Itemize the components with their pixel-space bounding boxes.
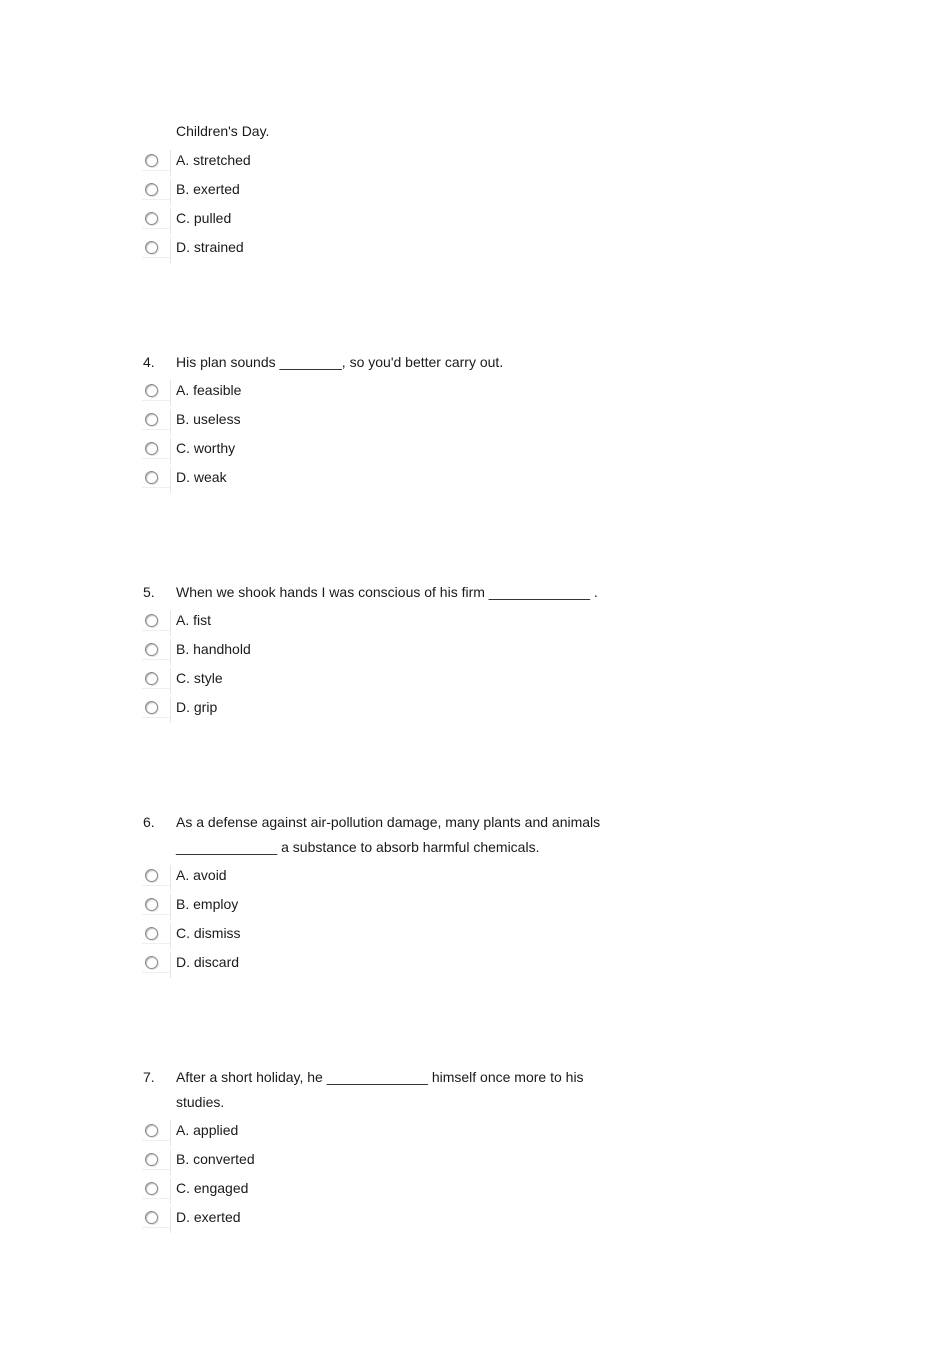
answer-option[interactable] — [142, 923, 462, 949]
radio-button-icon[interactable] — [145, 384, 158, 397]
option-label: A. fist — [176, 612, 212, 628]
radio-button-icon[interactable] — [145, 212, 158, 225]
question-number: 4. — [143, 354, 155, 370]
answer-option[interactable] — [142, 1207, 462, 1233]
answer-option[interactable] — [142, 639, 462, 665]
radio-cell — [142, 923, 171, 949]
answer-option[interactable] — [142, 1178, 462, 1204]
question-number: 6. — [143, 814, 155, 830]
radio-button-icon[interactable] — [145, 927, 158, 940]
answer-option[interactable] — [142, 1120, 462, 1146]
radio-cell — [142, 639, 171, 665]
option-label: A. stretched — [176, 152, 251, 168]
question-text: After a short holiday, he _____________ himself once more to his — [176, 1069, 584, 1085]
radio-cell — [142, 1178, 171, 1204]
answer-option[interactable] — [142, 237, 462, 263]
question-number: 5. — [143, 584, 155, 600]
question-text: As a defense against air-pollution damage, many plants and animals — [176, 814, 601, 830]
radio-button-icon[interactable] — [145, 898, 158, 911]
option-label: C. dismiss — [176, 925, 241, 941]
radio-cell — [142, 1207, 171, 1233]
option-label: C. pulled — [176, 210, 232, 226]
answer-option[interactable] — [142, 894, 462, 920]
radio-cell — [142, 179, 171, 205]
option-label: C. worthy — [176, 440, 236, 456]
answer-option[interactable] — [142, 865, 462, 891]
radio-button-icon[interactable] — [145, 1153, 158, 1166]
question-text: Children's Day. — [176, 123, 270, 139]
option-label: B. handhold — [176, 641, 251, 657]
option-label: A. avoid — [176, 867, 227, 883]
question-text: studies. — [176, 1094, 225, 1110]
question-text: His plan sounds ________, so you'd better carry out. — [176, 354, 504, 370]
radio-cell — [142, 409, 171, 435]
radio-button-icon[interactable] — [145, 442, 158, 455]
radio-button-icon[interactable] — [145, 183, 158, 196]
radio-cell — [142, 150, 171, 176]
radio-cell — [142, 952, 171, 978]
radio-cell — [142, 697, 171, 723]
answer-option[interactable] — [142, 610, 462, 636]
radio-button-icon[interactable] — [145, 241, 158, 254]
option-label: D. weak — [176, 469, 227, 485]
question-number: 7. — [143, 1069, 155, 1085]
answer-option[interactable] — [142, 467, 462, 493]
answer-option[interactable] — [142, 179, 462, 205]
radio-cell — [142, 865, 171, 891]
radio-cell — [142, 610, 171, 636]
radio-cell — [142, 380, 171, 406]
radio-cell — [142, 438, 171, 464]
radio-button-icon[interactable] — [145, 1211, 158, 1224]
radio-cell — [142, 668, 171, 694]
radio-button-icon[interactable] — [145, 701, 158, 714]
answer-option[interactable] — [142, 409, 462, 435]
radio-button-icon[interactable] — [145, 614, 158, 627]
radio-button-icon[interactable] — [145, 643, 158, 656]
radio-cell — [142, 894, 171, 920]
question-text: _____________ a substance to absorb harmful chemicals. — [176, 839, 540, 855]
answer-option[interactable] — [142, 150, 462, 176]
option-label: B. converted — [176, 1151, 255, 1167]
answer-option[interactable] — [142, 668, 462, 694]
radio-button-icon[interactable] — [145, 413, 158, 426]
radio-cell — [142, 467, 171, 493]
radio-button-icon[interactable] — [145, 1124, 158, 1137]
option-label: C. style — [176, 670, 223, 686]
option-label: B. employ — [176, 896, 239, 912]
radio-cell — [142, 1120, 171, 1146]
radio-button-icon[interactable] — [145, 956, 158, 969]
option-label: B. exerted — [176, 181, 240, 197]
option-label: A. feasible — [176, 382, 242, 398]
radio-cell — [142, 208, 171, 234]
option-label: D. exerted — [176, 1209, 241, 1225]
radio-button-icon[interactable] — [145, 869, 158, 882]
answer-option[interactable] — [142, 208, 462, 234]
question-text: When we shook hands I was conscious of his firm _____________ . — [176, 584, 598, 600]
option-label: D. discard — [176, 954, 240, 970]
radio-button-icon[interactable] — [145, 471, 158, 484]
radio-button-icon[interactable] — [145, 154, 158, 167]
option-label: D. strained — [176, 239, 244, 255]
answer-option[interactable] — [142, 380, 462, 406]
radio-cell — [142, 1149, 171, 1175]
option-label: D. grip — [176, 699, 218, 715]
radio-cell — [142, 237, 171, 263]
answer-option[interactable] — [142, 697, 462, 723]
radio-button-icon[interactable] — [145, 1182, 158, 1195]
option-label: C. engaged — [176, 1180, 249, 1196]
option-label: B. useless — [176, 411, 241, 427]
answer-option[interactable] — [142, 438, 462, 464]
answer-option[interactable] — [142, 952, 462, 978]
radio-button-icon[interactable] — [145, 672, 158, 685]
option-label: A. applied — [176, 1122, 239, 1138]
answer-option[interactable] — [142, 1149, 462, 1175]
